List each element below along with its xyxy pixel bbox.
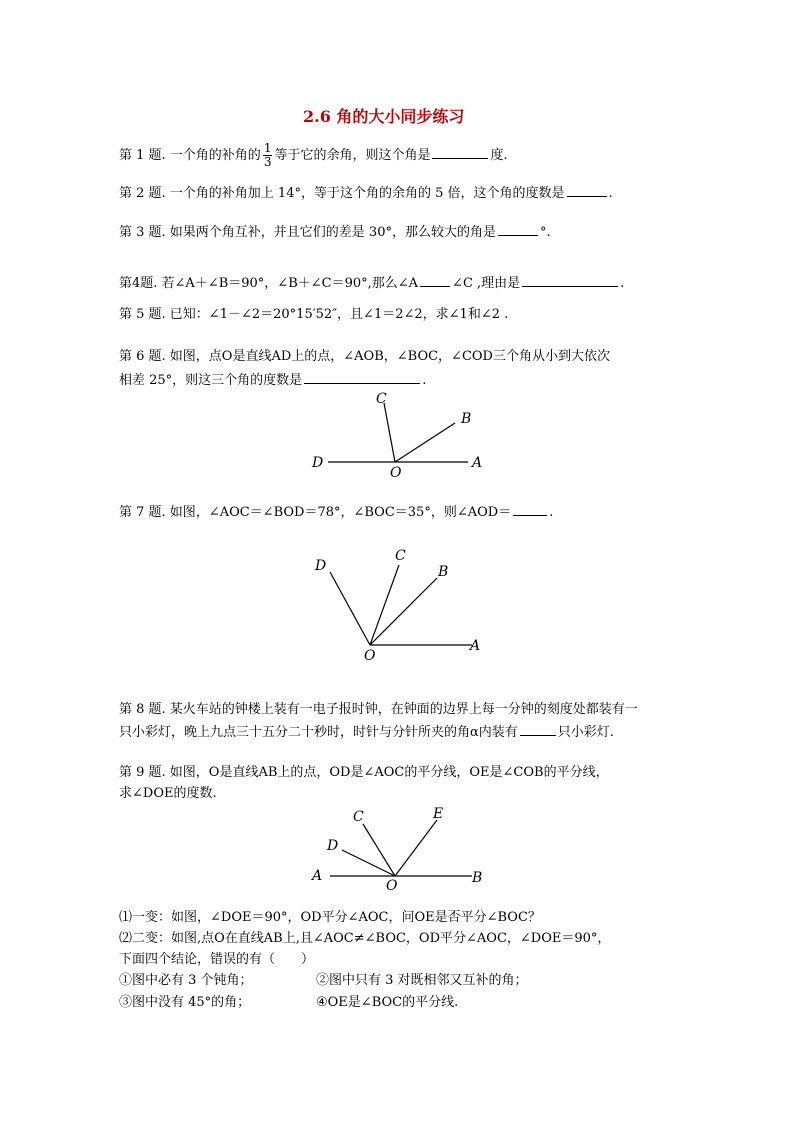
variant-2-line-1: ⑵二变：如图,点O在直线AB上,且∠AOC≠∠BOC，OD平分∠AOC，∠DOE＝90°， (119, 931, 611, 946)
label-o: O (390, 465, 402, 481)
q2-text: 第 2 题. 一个角的补角加上 14°，等于这个角的余角的 5 倍，这个角的度数是 (119, 186, 565, 201)
fraction-denominator: 3 (263, 155, 272, 169)
label-d: D (312, 455, 324, 471)
variant-2-line-2: 下面四个结论，错误的有（ ） (119, 952, 315, 967)
label-d: D (327, 838, 339, 854)
q4-reason-blank[interactable] (522, 273, 618, 287)
q4-text: 第4题. 若∠A＋∠B＝90°，∠B＋∠C＝90°,那么∠A (119, 276, 419, 291)
label-d: D (315, 558, 327, 574)
ray-ob (370, 578, 437, 645)
figure-q9 (305, 800, 505, 895)
q3-answer-blank[interactable] (498, 222, 538, 236)
label-b: B (472, 870, 483, 886)
q8-text: 只小彩灯，晚上九点三十五分二十秒时，时针与分针所夹的角α内装有 (119, 725, 518, 740)
q2-end: . (608, 186, 613, 201)
label-c: C (395, 548, 406, 564)
fraction-numerator: 1 (263, 141, 272, 155)
q8-end: 只小彩灯. (557, 725, 614, 740)
question-4 (119, 273, 624, 293)
label-c: C (353, 809, 364, 825)
q4-relation-blank[interactable] (420, 273, 450, 287)
figure-q7 (310, 545, 500, 665)
q6-text: 相差 25°，则这三个角的度数是 (119, 373, 303, 388)
question-2 (119, 183, 613, 203)
label-a: A (312, 868, 323, 884)
label-a: A (472, 455, 483, 471)
ray-ob (395, 423, 455, 462)
option-2: ②图中只有 3 对既相邻又互补的角； (316, 973, 528, 988)
q8-answer-blank[interactable] (520, 722, 556, 736)
q1-answer-blank[interactable] (432, 145, 488, 159)
label-o: O (364, 648, 376, 664)
question-9-line-1: 第 9 题. 如图，O是直线AB上的点，OD是∠AOC的平分线，OE是∠COB的平分线， (119, 765, 609, 780)
question-8-line-2 (119, 722, 614, 742)
label-e: E (433, 806, 444, 822)
label-c: C (376, 391, 387, 407)
question-3 (119, 222, 551, 242)
q6-end: . (422, 373, 427, 388)
ray-od (330, 572, 370, 645)
ray-oc (384, 403, 395, 462)
q4-text-2: ∠C ,理由是 (452, 276, 521, 291)
q4-end: . (620, 276, 625, 291)
question-9-line-2: 求∠DOE的度数. (119, 786, 217, 801)
q7-end: . (549, 505, 554, 520)
q1-end: 度. (490, 148, 508, 163)
ray-oe (395, 820, 437, 876)
question-8-line-1: 第 8 题. 某火车站的钟楼上装有一电子报时钟，在钟面的边界上每一分钟的刻度处都装有一 (119, 702, 638, 717)
question-7 (119, 502, 553, 522)
fraction-one-third (263, 142, 273, 169)
option-1: ①图中必有 3 个钝角； (119, 973, 253, 988)
ray-oc (370, 565, 399, 645)
label-a: A (470, 638, 481, 654)
label-o: O (386, 878, 398, 894)
label-b: B (438, 564, 449, 580)
option-3: ③图中没有 45°的角； (119, 995, 251, 1010)
q1-text-2: 等于它的余角，则这个角是 (274, 148, 431, 163)
question-5: 第 5 题. 已知：∠1－∠2＝20°15′52″，且∠1＝2∠2，求∠1和∠2 . (119, 307, 509, 322)
label-b: B (461, 411, 472, 427)
option-4: ④OE是∠BOC的平分线. (316, 995, 459, 1010)
q3-text: 第 3 题. 如果两个角互补，并且它们的差是 30°，那么较大的角是 (119, 225, 496, 240)
variant-1: ⑴一变：如图，∠DOE＝90°，OD平分∠AOC，问OE是否平分∠BOC？ (119, 910, 541, 925)
q6-answer-blank[interactable] (304, 370, 420, 384)
q2-answer-blank[interactable] (567, 183, 607, 197)
figure-q6 (300, 385, 500, 480)
q7-answer-blank[interactable] (513, 502, 547, 516)
page-title: 2.6 角的大小同步练习 (303, 107, 465, 126)
question-1 (119, 142, 508, 169)
q1-text: 第 1 题. 一个角的补角的 (119, 148, 261, 163)
question-6-line-1: 第 6 题. 如图，点O是直线AD上的点，∠AOB，∠BOC，∠COD三个角从小到大依次 (119, 349, 610, 364)
q7-text: 第 7 题. 如图，∠AOC＝∠BOD＝78°，∠BOC＝35°，则∠AOD＝ (119, 505, 512, 520)
q3-end: °. (539, 225, 551, 240)
